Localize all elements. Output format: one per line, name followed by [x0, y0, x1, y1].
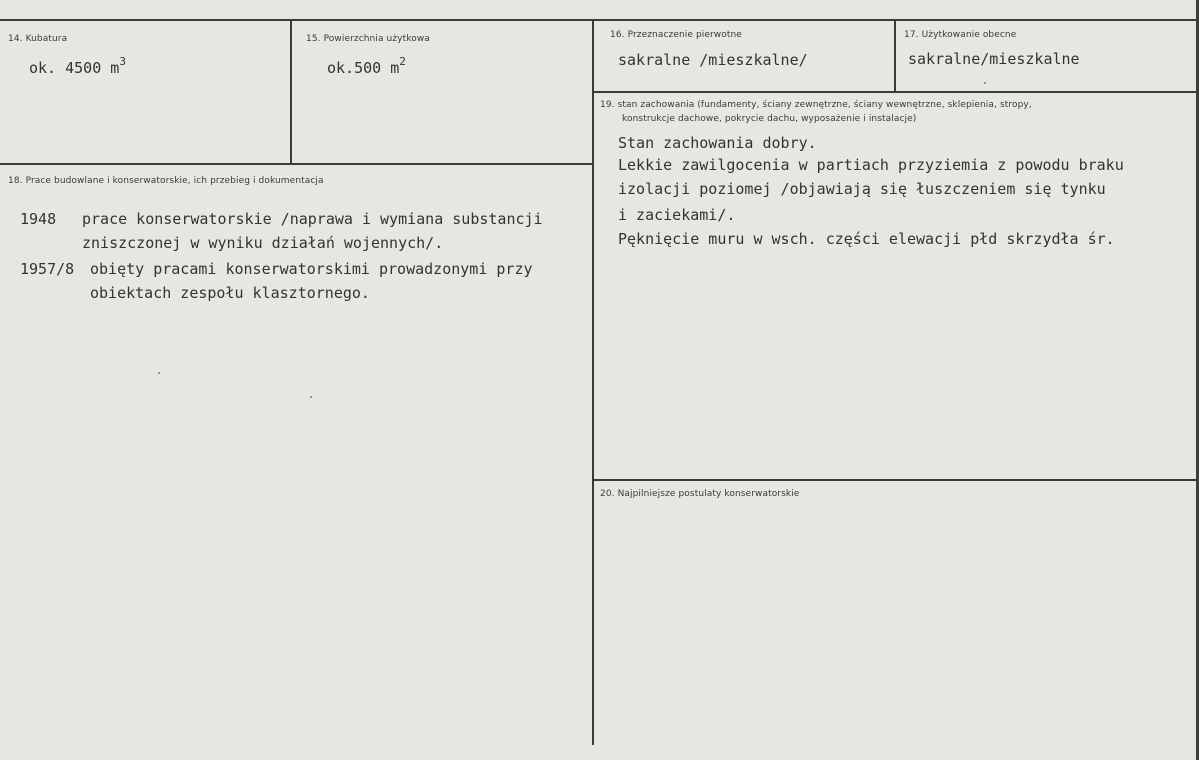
kubatura-value: ok. 4500 m	[29, 59, 120, 77]
prace-line: zniszczonej w wyniku działań wojennych/.	[82, 234, 444, 252]
field-17-label: 17. Użytkowanie obecne	[904, 30, 1017, 40]
field-14-value	[29, 55, 126, 79]
stan-line: i zaciekami/.	[618, 206, 736, 224]
field-15-label: 15. Powierzchnia użytkowa	[306, 34, 430, 44]
top-border	[0, 19, 1199, 21]
field-19-label-line2: konstrukcje dachowe, pokrycie dachu, wyposażenie i instalacje)	[622, 114, 917, 124]
kubatura-exponent: 3	[119, 55, 126, 68]
row-divider-right-bottom	[594, 479, 1199, 481]
stan-line: izolacji poziomej /objawiają się łuszczeniem się tynku	[618, 180, 1106, 198]
field-16-value: sakralne /mieszkalne/	[618, 51, 808, 69]
field-14-label: 14. Kubatura	[8, 34, 68, 44]
prace-year: 1957/8	[20, 260, 75, 278]
prace-line: obiektach zespołu klasztornego.	[90, 284, 370, 302]
paper-speck	[158, 372, 160, 374]
field-19-label-line1: 19. stan zachowania (fundamenty, ściany zewnętrzne, ściany wewnętrzne, sklepienia, stropy,	[600, 100, 1032, 110]
powierzchnia-exponent: 2	[399, 55, 406, 68]
prace-line: obięty pracami konserwatorskimi prowadzonymi przy	[90, 260, 533, 278]
field-16-label: 16. Przeznaczenie pierwotne	[610, 30, 742, 40]
row-divider-left	[0, 163, 594, 165]
stan-line: Lekkie zawilgocenia w partiach przyziemia z powodu braku	[618, 156, 1124, 174]
field-15-value	[327, 55, 406, 79]
paper-speck	[984, 82, 986, 84]
prace-year: 1948	[20, 210, 57, 228]
center-divider	[592, 19, 594, 745]
paper-speck	[310, 396, 312, 398]
row-divider-right-top	[594, 91, 1199, 93]
field-17-value: sakralne/mieszkalne	[908, 50, 1080, 68]
stan-line: Stan zachowania dobry.	[618, 134, 817, 152]
field-20-label: 20. Najpilniejsze postulaty konserwatorskie	[600, 489, 800, 499]
prace-line: prace konserwatorskie /naprawa i wymiana substancji	[82, 210, 543, 228]
divider-16-17	[894, 19, 896, 93]
divider-14-15	[290, 19, 292, 165]
field-18-label: 18. Prace budowlane i konserwatorskie, ich przebieg i dokumentacja	[8, 176, 324, 186]
stan-line: Pęknięcie muru w wsch. części elewacji płd skrzydła śr.	[618, 230, 1115, 248]
powierzchnia-value: ok.500 m	[327, 59, 400, 77]
